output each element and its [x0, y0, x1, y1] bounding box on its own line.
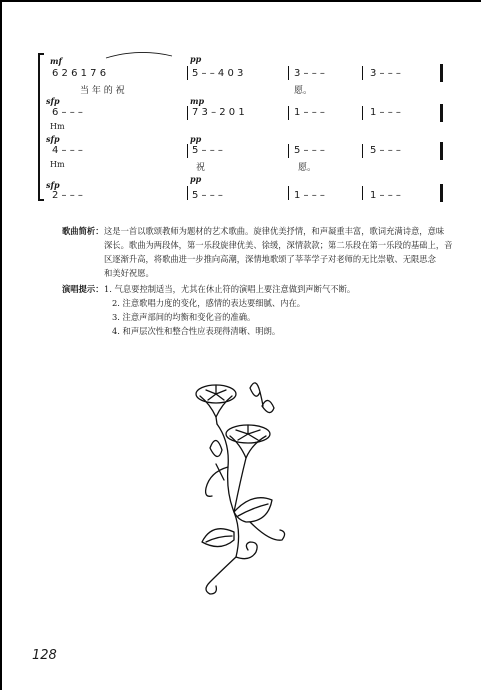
staff1-lyrics-end: 愿。	[294, 86, 313, 96]
staff4-bar3: 1 – – –	[294, 190, 325, 201]
analysis-line-3: 区逐渐升高，将歌曲进一步推向高潮，深情地歌颂了莘莘学子对老师的无比崇敬、无限思念	[104, 254, 436, 264]
slur-mark	[104, 50, 174, 60]
staff3-bar3: 5 – – –	[294, 145, 325, 156]
staff1-bar2: 5 – – 4 0 3	[192, 68, 244, 79]
analysis-heading: 歌曲简析：	[62, 226, 104, 236]
barline	[362, 66, 363, 80]
final-barline	[440, 142, 443, 160]
analysis-line-1: 这是一首以歌颂教师为题材的艺术歌曲。旋律优美抒情，和声凝重丰富，歌词充满诗意，意味	[104, 226, 445, 236]
staff3-label: Hm	[50, 160, 65, 169]
barline	[288, 66, 289, 80]
tips-item-1: 1. 气息要控制适当，尤其在休止符的演唱上要注意做到声断气不断。	[104, 284, 356, 294]
final-barline	[440, 184, 443, 202]
staff3-lyrics: 祝	[196, 163, 206, 173]
barline	[288, 186, 289, 200]
staff2-bar1: 6 – – –	[52, 107, 83, 118]
dynamic-mp: mp	[190, 96, 205, 106]
page-frame-top	[0, 0, 481, 2]
staff2-label: Hm	[50, 122, 65, 131]
barline	[362, 106, 363, 120]
staff4-bar2: 5 – – –	[192, 190, 223, 201]
analysis-line-4: 和美好祝愿。	[104, 268, 154, 278]
staff4-bar4: 1 – – –	[370, 190, 401, 201]
staff3-bar1: 4 – – –	[52, 145, 83, 156]
dynamic-mf: mf	[50, 56, 62, 66]
barline	[362, 186, 363, 200]
final-barline	[440, 64, 443, 82]
barline	[288, 106, 289, 120]
system-brace	[36, 52, 46, 202]
staff2-bar4: 1 – – –	[370, 107, 401, 118]
morning-glory-illustration	[190, 372, 310, 597]
dynamic-pp: pp	[190, 134, 202, 144]
staff1-bar3: 3 – – –	[294, 68, 325, 79]
barline	[187, 106, 188, 120]
tips-item-2: 2. 注意歌唱力度的变化，感情的表达要细腻、内在。	[112, 298, 306, 308]
tips-heading: 演唱提示：	[62, 284, 104, 294]
page-number: 128	[32, 648, 57, 663]
staff1-bar4: 3 – – –	[370, 68, 401, 79]
staff3-lyrics-end: 愿。	[298, 163, 317, 173]
staff1-lyrics: 当 年 的 祝	[80, 86, 125, 96]
dynamic-sfp: sfp	[46, 96, 60, 106]
staff2-bar3: 1 – – –	[294, 107, 325, 118]
analysis-line-2: 深长。歌曲为两段体，第一乐段旋律优美、徐缓，深情款款；第二乐段在第一乐段的基础上，音	[104, 240, 453, 250]
final-barline	[440, 104, 443, 122]
dynamic-sfp: sfp	[46, 134, 60, 144]
barline	[187, 144, 188, 158]
tips-item-4: 4. 和声层次性和整合性应表现得清晰、明朗。	[112, 326, 281, 336]
barline	[362, 144, 363, 158]
dynamic-pp: pp	[190, 54, 202, 64]
staff3-bar4: 5 – – –	[370, 145, 401, 156]
staff4-bar1: 2 – – –	[52, 190, 83, 201]
tips-item-3: 3. 注意声部间的均衡和变化音的准确。	[112, 312, 256, 322]
dynamic-pp: pp	[190, 174, 202, 184]
barline	[288, 144, 289, 158]
barline	[187, 186, 188, 200]
staff3-bar2: 5 – – –	[192, 145, 223, 156]
music-score	[40, 50, 450, 210]
staff1-bar1: 6 2 6 1 7 6	[52, 68, 107, 79]
staff2-bar2: 7 3 – 2 0 1	[192, 107, 245, 118]
dynamic-sfp: sfp	[46, 180, 60, 190]
page-frame-left	[0, 0, 2, 690]
barline	[187, 66, 188, 80]
